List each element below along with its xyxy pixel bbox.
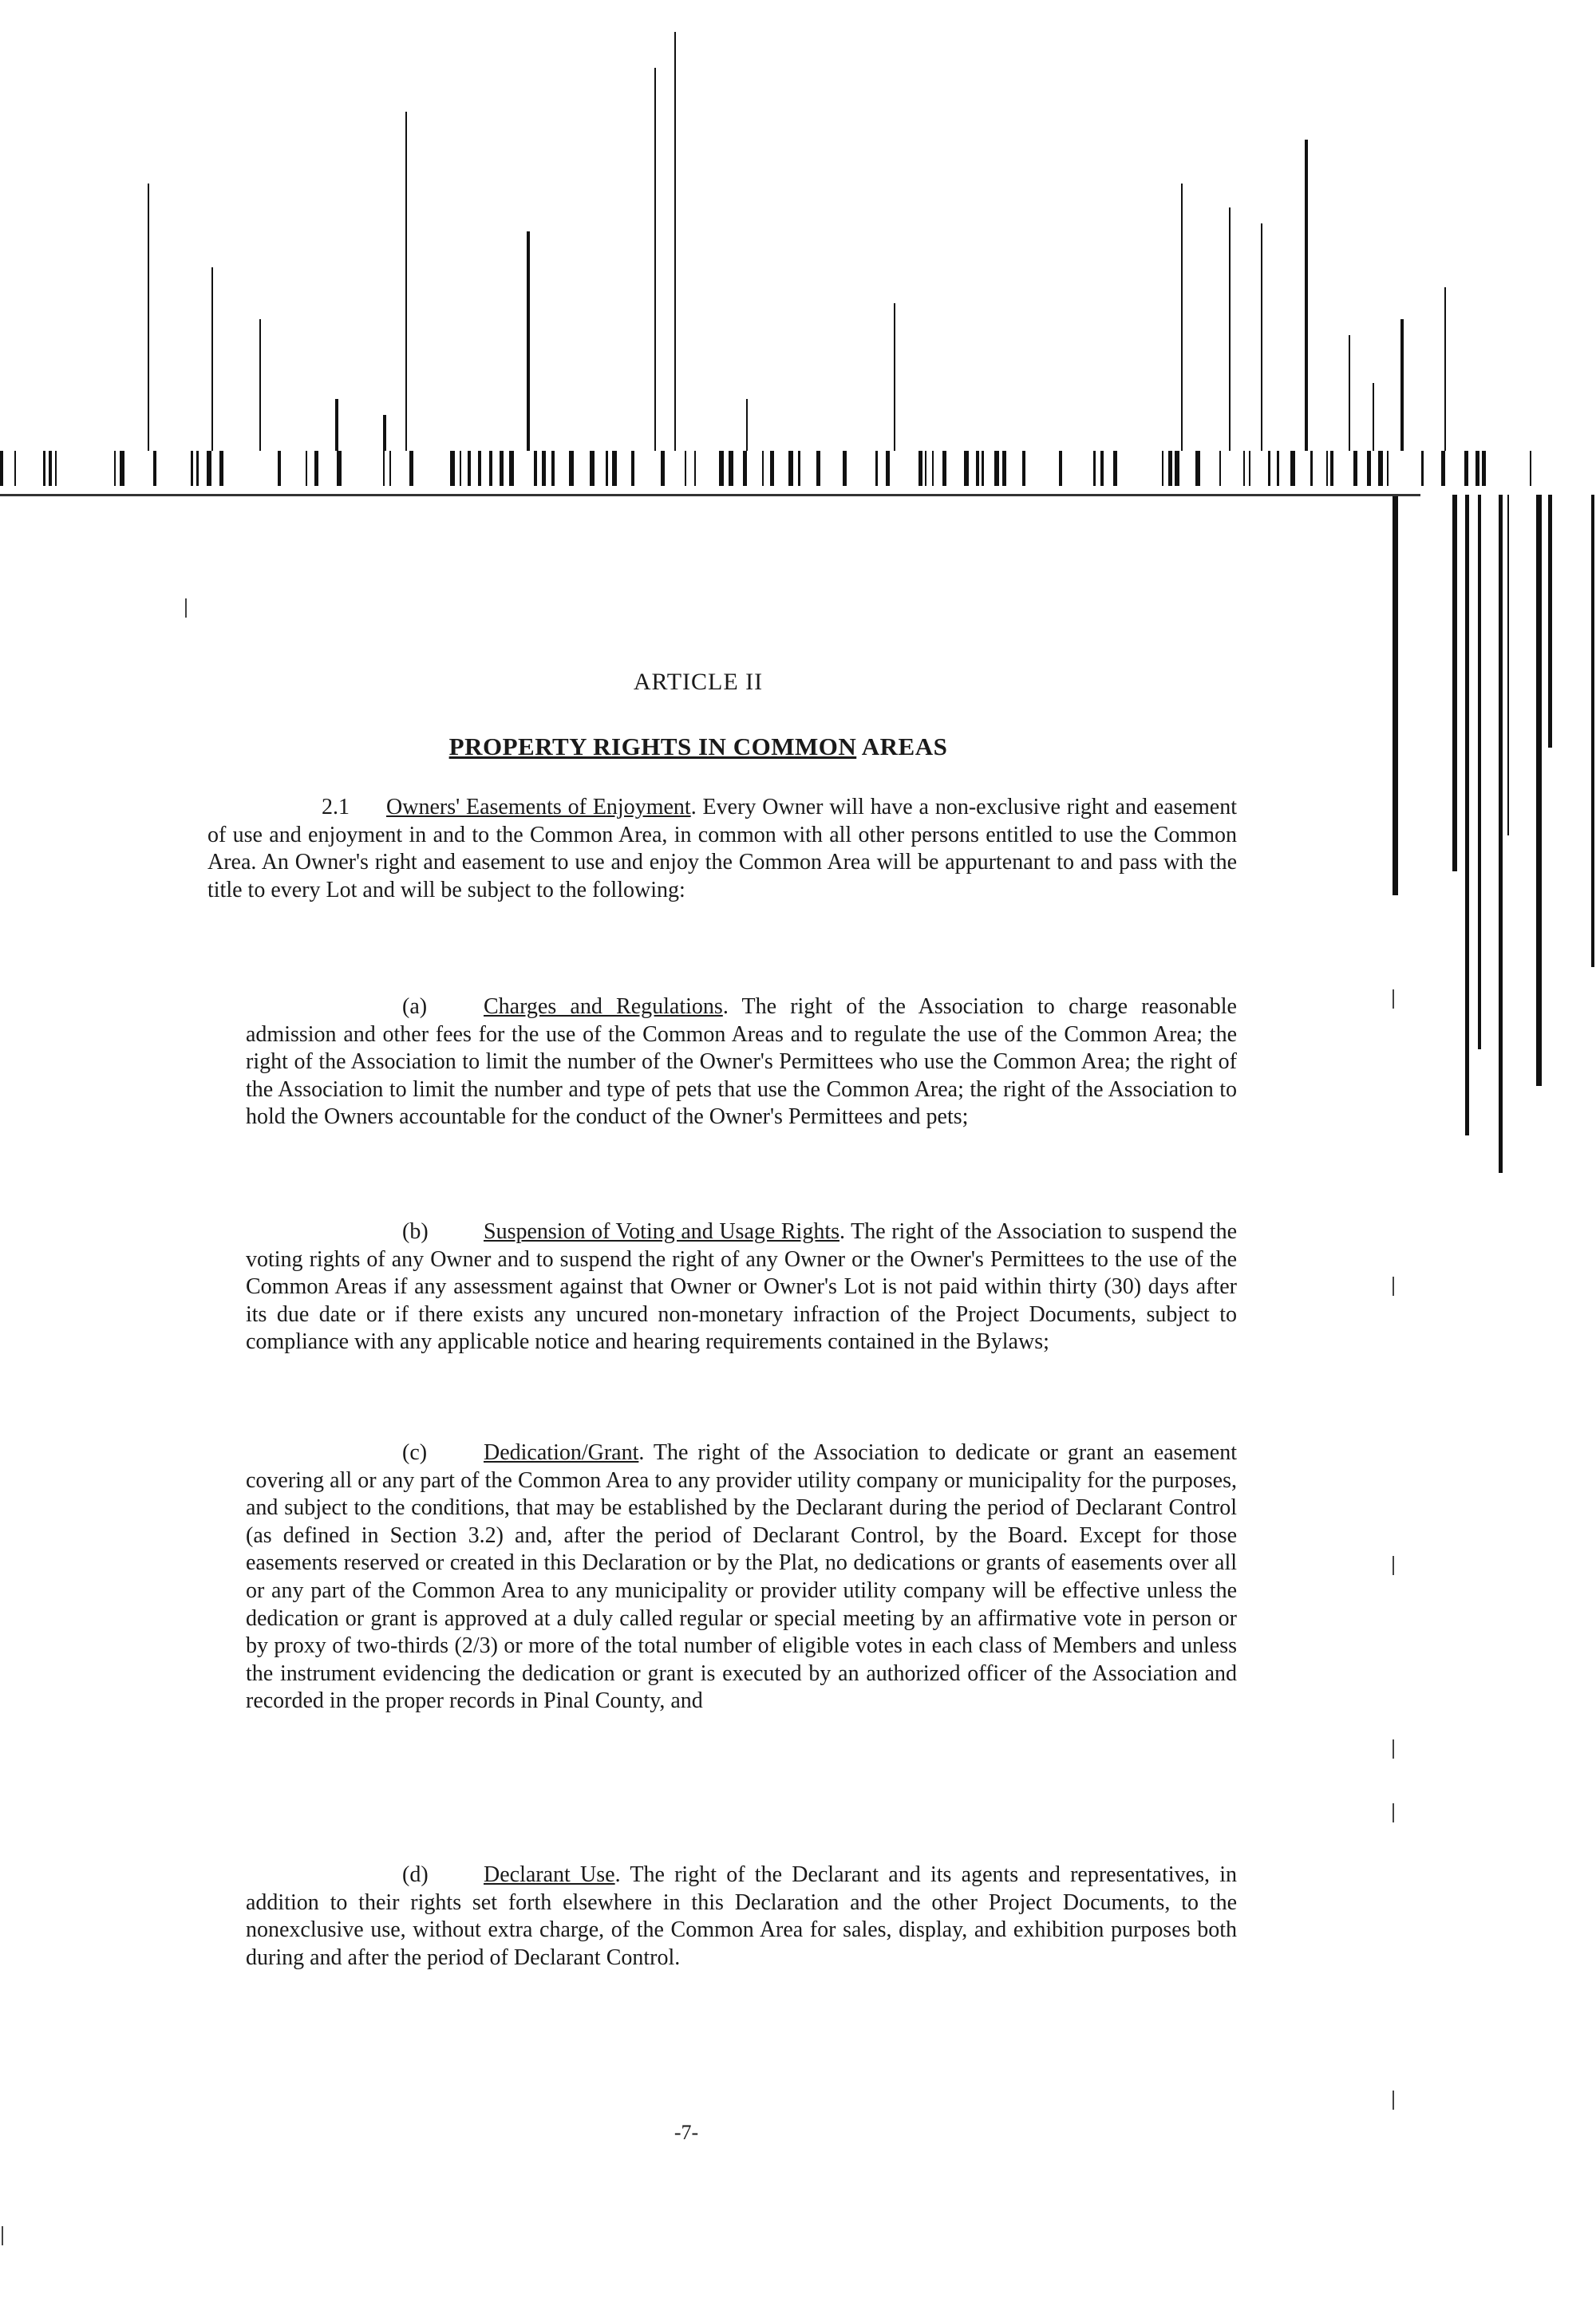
item-label: (b) xyxy=(402,1219,429,1244)
section-body: . Every Owner will have a non-exclusive right and easement of use and enjoyment in and to the Common Area, in common with all other persons entitled to use the Common Area. An Owner's right and easement to use and enjoy the Common Area will be appurtenant to and pass with the title to every Lot and will be subject to the following: xyxy=(207,795,1237,902)
page-number: -7- xyxy=(674,2121,699,2144)
item-body: . The right of the Association to dedicate or grant an easement covering all or any part of the Common Area to any provider utility company or municipality for the purposes, and subject to the conditions, that may be established by the Declarant during the period of Declarant Control (as defined in Section 3.2) and, after the period of Declarant Control, by the Board. Except for those easements reserved or created in this Declaration or by the Plat, no dedications or grants of easements over all or any part of the Common Area to any municipality or provider utility company will be effective unless the dedication or grant is approved at a duly called regular or special meeting by an affirmative vote in person or by proxy of two-thirds (2/3) or more of the total number of eligible votes in each class of Members and unless the instrument evidencing the dedication or grant is executed by an authorized officer of the Association and recorded in the proper records in Pinal County, and xyxy=(246,1440,1237,1714)
item-label: (d) xyxy=(402,1862,429,1887)
item-label: (c) xyxy=(402,1440,428,1465)
list-item-c xyxy=(246,1439,1237,1716)
list-item-a xyxy=(246,993,1237,1131)
article-number: ARTICLE II xyxy=(633,669,764,695)
item-body: . The right of the Association to charge reasonable admission and other fees for the use of the Common Areas and to regulate the use of the Common Area; the right of the Association to limit the number of the Owner's Permittees who use the Common Area; the right of the Association to limit the number and type of pets that use the Common Area; the right of the Association to hold the Owners accountable for the conduct of the Owner's Permittees and pets; xyxy=(246,994,1237,1130)
section-heading: Owners' Easements of Enjoyment xyxy=(386,795,691,819)
item-heading: Declarant Use xyxy=(484,1862,615,1887)
list-item-d xyxy=(246,1862,1237,1972)
article-title xyxy=(0,732,1396,761)
item-heading: Dedication/Grant xyxy=(484,1440,639,1465)
section-2-1 xyxy=(207,794,1237,904)
list-item-b xyxy=(246,1218,1237,1356)
section-number: 2.1 xyxy=(322,795,350,819)
item-heading: Charges and Regulations xyxy=(484,994,723,1019)
article-title-rest: AREAS xyxy=(856,732,948,760)
item-heading: Suspension of Voting and Usage Rights xyxy=(484,1219,840,1244)
item-body: . The right of the Declarant and its agents and representatives, in addition to their rights set forth elsewhere in this Declaration and the other Project Documents, to the nonexclusive use, without extra charge, of the Common Area for sales, display, and exhibition purposes both during and after the period of Declarant Control. xyxy=(246,1862,1238,1970)
article-title-underlined: PROPERTY RIGHTS IN COMMON xyxy=(448,732,857,760)
item-body: . The right of the Association to suspend the voting rights of any Owner and to suspend the right of any Owner or the Owner's Permittees to the use of the Common Areas if any assessment against that Owner or Owner's Lot is not paid within thirty (30) days after its due date or if there exists any uncured non-monetary infraction of the Project Documents, subject to compliance with any applicable notice and hearing requirements contained in the Bylaws; xyxy=(246,1219,1237,1355)
item-label: (a) xyxy=(402,994,428,1019)
